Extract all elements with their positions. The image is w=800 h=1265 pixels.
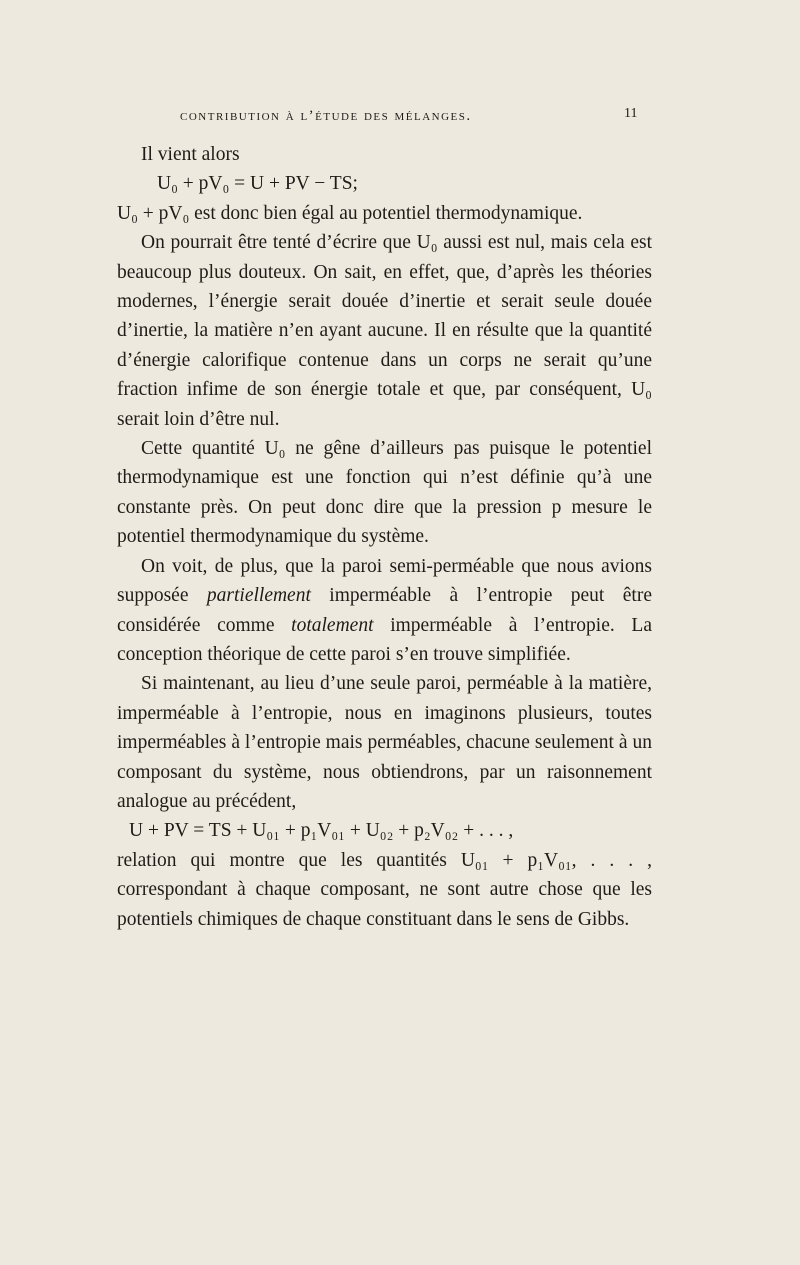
text-run: imperméable à l’entropie. La conception théorique de cette paroi s’en trouve simplifiée. xyxy=(117,614,652,665)
italic-emphasis: totalement xyxy=(291,614,374,636)
equation: U₀ + pV₀ = U + PV − TS; xyxy=(157,173,358,195)
paragraph: Cette quantité U₀ ne gêne d’ailleurs pas puisque le potentiel thermodynamique est une fonction qui n’est définie qu’à une constante près. On peut donc dire que la pression p mesure le potentiel thermodynamique du système. xyxy=(117,438,652,548)
page-number: 11 xyxy=(624,106,638,121)
page-body xyxy=(117,140,652,934)
equation: U + PV = TS + U₀₁ + p₁V₀₁ + U₀₂ + p₂V₀₂ + . . . , xyxy=(129,820,514,842)
paragraph: Il vient alors xyxy=(141,144,240,165)
running-title: contribution à l’étude des mélanges. xyxy=(180,108,472,124)
italic-emphasis: partiellement xyxy=(206,585,311,607)
paragraph: U₀ + pV₀ est donc bien égal au potentiel thermodynamique. xyxy=(117,202,583,224)
paragraph xyxy=(117,552,652,670)
text-run: imperméable à l’entropie peut être considérée comme xyxy=(117,585,652,636)
paragraph: relation qui montre que les quantités U₀₁ + p₁V₀₁, . . . , correspondant à chaque composant, ne sont autre chose que les potentiels chimiques de chaque constituant dans le sens de Gibbs. xyxy=(117,849,652,930)
paragraph: On pourrait être tenté d’écrire que U₀ aussi est nul, mais cela est beaucoup plus douteux. On sait, en effet, que, d’après les théories modernes, l’énergie serait douée d’inertie et serait seule douée d’inertie, la matière n’en ayant aucune. Il en résulte que la quantité d’énergie calorifique contenue dans un corps ne serait qu’une fraction infime de son énergie totale et que, par conséquent, U₀ serait loin d’être nul. xyxy=(117,232,652,430)
paragraph: Si maintenant, au lieu d’une seule paroi, perméable à la matière, imperméable à l’entropie, nous en imaginons plusieurs, toutes imperméables à l’entropie mais perméables, chacune seulement à un composant du système, nous obtiendrons, par un raisonnement analogue au précédent, xyxy=(117,673,652,812)
text-run: On voit, de plus, que la paroi semi-perméable que nous avions supposée xyxy=(117,555,652,607)
